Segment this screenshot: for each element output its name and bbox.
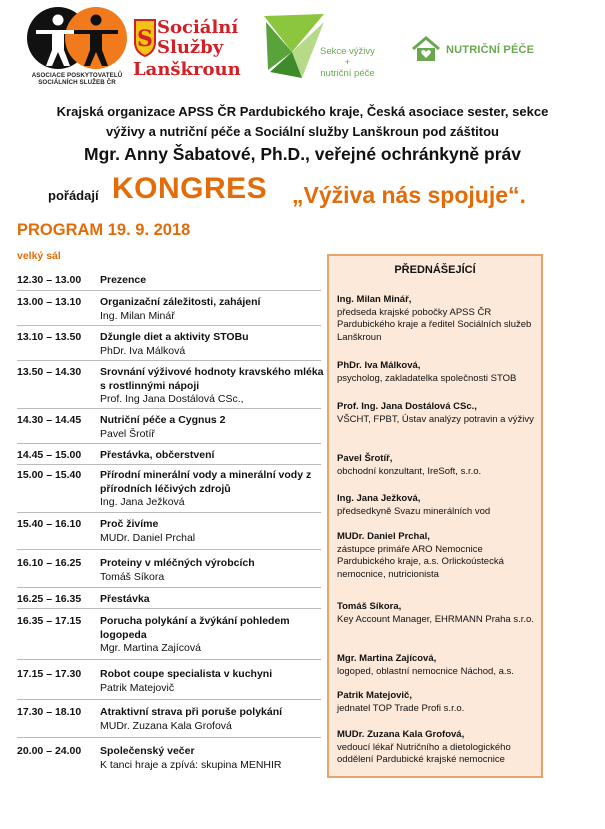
speaker-name: PhDr. Iva Málková, [337,360,421,371]
apss-figures-icon [26,6,128,70]
row-speaker: K tanci hraje a zpívá: skupina MENHIR [100,758,282,771]
apss-logo [22,6,132,92]
row-speaker: Mgr. Martina Zajícová [100,642,201,654]
row-time: 14.45 – 15.00 [17,449,82,461]
shield-s-icon [133,18,157,58]
row-time: 15.40 – 16.10 [17,518,82,530]
speaker-entry [337,690,537,715]
row-time: 12.30 – 13.00 [17,274,82,286]
speaker-entry [337,294,537,344]
house-heart-icon [410,36,442,62]
row-speaker: PhDr. Iva Málková [100,344,186,357]
row-topic: Proteiny v mléčných výrobcích [100,557,255,569]
row-time: 17.30 – 18.10 [17,706,82,718]
row-topic: Porucha polykání a žvýkání pohledem logopeda [100,615,290,641]
speaker-desc: zástupce primáře ARO Nemocnice Pardubického kraje, a.s. Orlickoústecká nemocnice, nutricionista [337,543,504,580]
apss-caption-line2: SOCIÁLNÍCH SLUŽEB ČR [38,79,116,86]
divider [17,325,321,326]
divider [17,464,321,465]
row-speaker: Ing. Jana Ježková [100,496,185,508]
row-topic: Proč živíme [100,518,159,530]
speaker-entry [337,601,537,626]
intro-text [10,102,595,142]
speaker-desc: VŠCHT, FPBT, Ústav analýzy potravin a výživy [337,413,534,425]
divider [17,737,321,738]
speaker-desc: vedoucí lékař Nutričního a dietologického oddělení Pardubické krajské nemocnice [337,741,511,765]
divider [17,512,321,513]
speaker-desc: předsedkyně Svazu minerálních vod [337,505,491,517]
divider [17,608,321,609]
speaker-name: Ing. Jana Ježková, [337,493,421,504]
intro-line2: výživy a nutriční péče a Sociální služby Lanškroun pod záštitou [106,124,499,139]
row-topic: Atraktivní strava při poruše polykání [100,706,283,718]
row-speaker: Patrik Matejovič [100,681,175,694]
sekce-line3: nutriční péče [320,68,375,79]
row-time: 16.10 – 16.25 [17,557,82,569]
speaker-desc: logoped, oblastní nemocnice Náchod, a.s. [337,665,514,677]
divider [17,659,321,660]
row-topic: Přírodní minerální vody a minerální vody z přírodních léčivých zdrojů [100,469,312,495]
speakers-box [327,254,543,778]
speaker-desc: Key Account Manager, EHRMANN Praha s.r.o. [337,613,534,625]
sekce-line2: + [344,57,351,68]
speaker-name: Patrik Matejovič, [337,690,412,701]
row-time: 13.00 – 13.10 [17,296,82,308]
divider [17,443,321,444]
divider [17,290,321,291]
speaker-entry [337,531,537,581]
sekce-vyzivy-logo [262,12,402,82]
speaker-entry [337,729,537,767]
row-speaker: MUDr. Zuzana Kala Grofová [100,719,232,732]
apss-caption-line1: ASOCIACE POSKYTOVATELŮ [31,72,123,79]
speaker-name: Ing. Milan Minář, [337,294,412,305]
nutricni-pece-text: NUTRIČNÍ PÉČE [446,44,535,56]
divider [17,549,321,550]
speaker-name: MUDr. Daniel Prchal, [337,531,430,542]
row-topic: Přestávka, občerstvení [100,449,215,461]
row-speaker: Pavel Šrotíř [100,427,155,440]
speaker-desc: obchodní konzultant, IreSoft, s.r.o. [337,465,482,477]
ssl-line2: Služby [157,37,224,58]
row-time: 15.00 – 15.40 [17,469,82,481]
row-time: 14.30 – 14.45 [17,414,82,426]
row-time: 17.15 – 17.30 [17,668,82,680]
speaker-entry [337,493,537,518]
row-topic: Robot coupe specialista v kuchyni [100,668,273,680]
row-speaker: Prof. Ing Jana Dostálová CSc., [100,393,244,405]
speaker-entry [337,360,537,385]
speaker-entry [337,653,537,678]
nutricni-pece-logo [410,36,550,62]
speaker-desc: předseda krajské pobočky APSS ČR Pardubického kraje a ředitel Sociálních služeb Lanškroun [337,306,532,343]
speaker-desc: psycholog, zakladatelka společnosti STOB [337,372,517,384]
speaker-entry [337,453,537,478]
row-time: 20.00 – 24.00 [17,745,82,757]
speaker-name: Pavel Šrotíř, [337,453,393,464]
svg-text:S: S [137,26,153,52]
divider [17,587,321,588]
kongres-pre: pořádají [48,188,99,203]
kongres-heading [14,170,594,210]
kongres-title: KONGRES [112,172,268,205]
row-time: 16.25 – 16.35 [17,593,82,605]
row-speaker: Tomáš Síkora [100,570,165,583]
program-title: PROGRAM 19. 9. 2018 [17,221,191,239]
speaker-name: MUDr. Zuzana Kala Grofová, [337,729,465,740]
row-topic: Přestávka [100,593,150,605]
kongres-subtitle: „Výživa nás spojuje“. [292,182,526,208]
hall-label: velký sál [17,250,61,262]
row-time: 13.50 – 14.30 [17,366,82,378]
row-topic: Srovnání výživové hodnoty kravského mléka s rostlinnými nápoji [100,366,324,392]
speaker-desc: jednatel TOP Trade Profi s.r.o. [337,702,465,714]
row-topic: Organizační záležitosti, zahájení [100,296,261,308]
socialni-sluzby-logo [133,18,253,80]
speakers-title: PŘEDNÁŠEJÍCÍ [394,264,476,276]
patron-line: Mgr. Anny Šabatové, Ph.D., veřejné ochránkyně práv [84,144,521,164]
logo-strip [0,0,605,92]
row-topic: Nutriční péče a Cygnus 2 [100,414,226,426]
speaker-name: Tomáš Síkora, [337,601,402,612]
divider [17,699,321,700]
divider [17,408,321,409]
intro-line1: Krajská organizace APSS ČR Pardubického kraje, Česká asociace sester, sekce [56,104,549,119]
speaker-entry [337,401,537,426]
divider [17,360,321,361]
row-speaker: Ing. Milan Minář [100,309,175,322]
ssl-line1: Sociální [157,17,239,38]
sekce-line1: Sekce výživy [320,46,375,57]
row-time: 16.35 – 17.15 [17,615,82,627]
row-topic: Džungle diet a aktivity STOBu [100,331,249,343]
row-topic: Prezence [100,274,147,286]
row-time: 13.10 – 13.50 [17,331,82,343]
speaker-name: Prof. Ing. Jana Dostálová CSc., [337,401,477,412]
speaker-name: Mgr. Martina Zajícová, [337,653,437,664]
row-speaker: MUDr. Daniel Prchal [100,531,196,544]
ssl-line3: Lanškroun [133,59,241,80]
row-topic: Společenský večer [100,745,195,757]
